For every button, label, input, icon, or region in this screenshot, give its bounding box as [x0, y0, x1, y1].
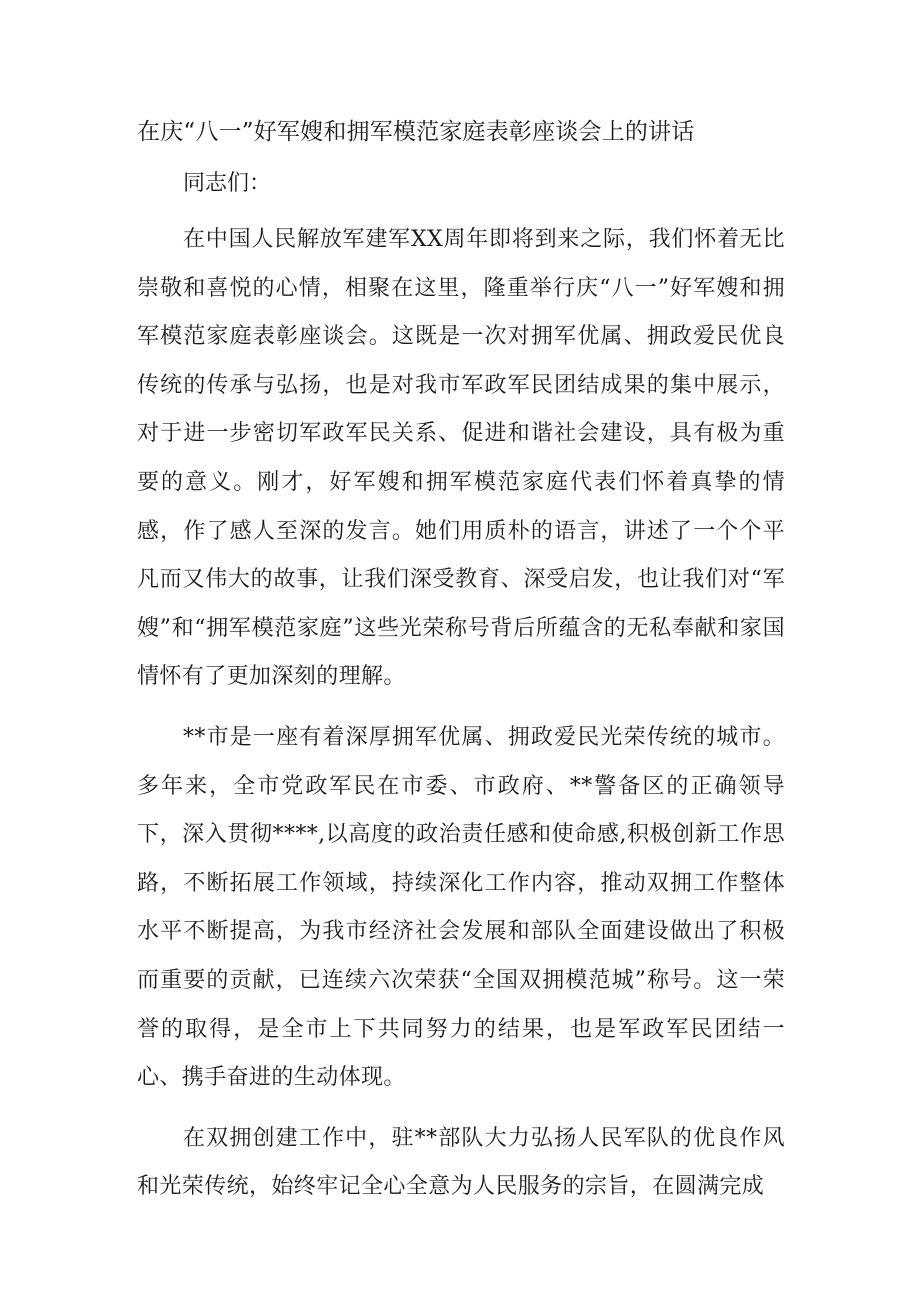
salutation: 同志们： — [183, 171, 272, 196]
document-page — [137, 112, 785, 1224]
paragraph-3: 在双拥创建工作中，驻**部队大力弘扬人民军队的优良作风和光荣传统，始终牢记全心全意为人民服务的宗旨，在圆满完成 — [137, 1125, 785, 1200]
paragraph-2: **市是一座有着深厚拥军优属、拥政爱民光荣传统的城市。多年来，全市党政军民在市委、市政府、**警备区的正确领导下，深入贯彻****,以高度的政治责任感和使命感,积极创新工作思路，不断拓展工作领域，持续深化工作内容，推动双拥工作整体水平不断提高，为我市经济社会发展和部队全面建设做出了积极而重要的贡献，已连续六次荣获“全国双拥模范城”称号。这一荣誉的取得，是全市上下共同努力的结果，也是军政军民团结一心、携手奋进的生动体现。 — [137, 724, 785, 1091]
document-title: 在庆“八一”好军嫂和拥军模范家庭表彰座谈会上的讲话 — [137, 119, 695, 145]
paragraph-1: 在中国人民解放军建军XX周年即将到来之际，我们怀着无比崇敬和喜悦的心情，相聚在这里，隆重举行庆“八一”好军嫂和拥军模范家庭表彰座谈会。这既是一次对拥军优属、拥政爱民优良传统的传承与弘扬，也是对我市军政军民团结成果的集中展示，对于进一步密切军政军民关系、促进和谐社会建设，具有极为重要的意义。刚才，好军嫂和拥军模范家庭代表们怀着真挚的情感，作了感人至深的发言。她们用质朴的语言，讲述了一个个平凡而又伟大的故事，让我们深受教育、深受启发，也让我们对“军嫂”和“拥军模范家庭”这些光荣称号背后所蕴含的无私奉献和家国情怀有了更加深刻的理解。 — [137, 227, 785, 690]
